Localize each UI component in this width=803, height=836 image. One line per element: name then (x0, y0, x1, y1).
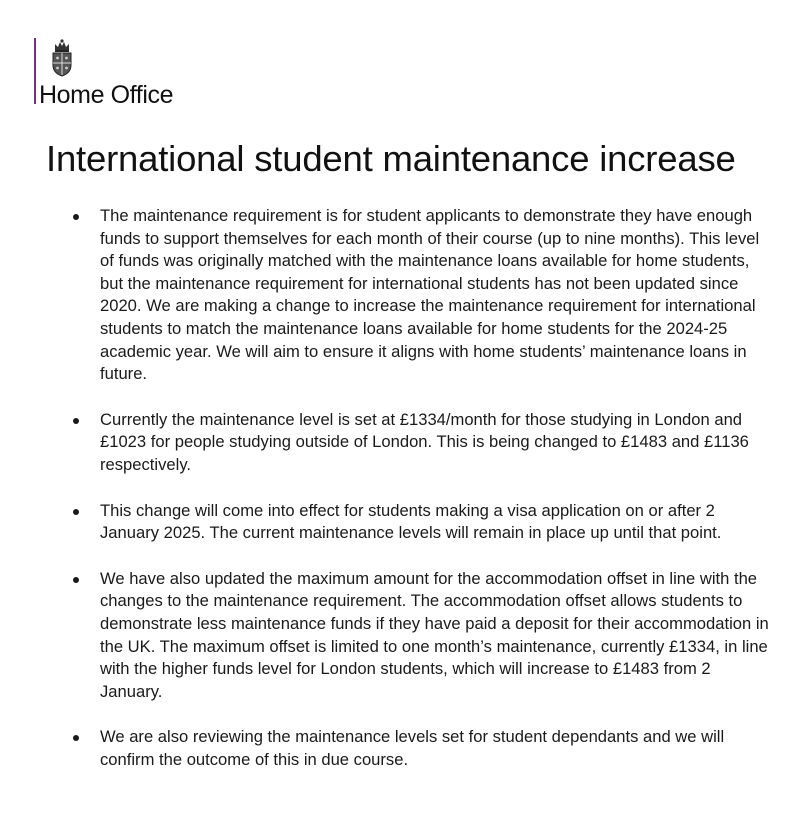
bullet-dot (73, 214, 79, 220)
bullet-text: Currently the maintenance level is set at £1334/month for those studying in London and £1023 for people studying outside of London. This is being changed to £1483 and £1136 respectively. (100, 409, 749, 474)
bullet-text: We are also reviewing the maintenance levels set for student dependants and we will confirm the outcome of this in due course. (100, 727, 725, 769)
bullet-dot (73, 735, 79, 741)
bullet-item (0, 205, 770, 386)
bullet-item (0, 409, 770, 477)
bullet-list (0, 205, 803, 794)
organisation-name: Home Office (39, 81, 174, 109)
bullet-text: The maintenance requirement is for student applicants to demonstrate they have enough funds to support themselves for each month of their course (up to nine months). This level of funds was originally matched with the maintenance loans available for home students, but the maintenance requirement for international students has not been updated since 2020. We are making a change to increase the maintenance requirement for international students to match the maintenance loans available for home students for the 2024-25 academic year. We will aim to ensure it aligns with home students’ maintenance loans in future. (100, 206, 760, 384)
royal-crest-icon (49, 38, 75, 78)
bullet-text: This change will come into effect for students making a visa application on or after 2 January 2025. The current maintenance levels will remain in place up until that point. (100, 500, 722, 543)
brand-rule (34, 38, 36, 104)
home-office-logo (34, 36, 234, 109)
bullet-item (0, 500, 770, 545)
bullet-item (0, 726, 770, 771)
bullet-item (0, 568, 770, 704)
bullet-text: We have also updated the maximum amount for the accommodation offset in line with the changes to the maintenance requirement. The accommodation offset allows students to demonstrate less maintenance funds if they have paid a deposit for their accommodation in the UK. The maximum offset is limited to one month’s maintenance, currently £1334, in line with the higher funds level for London students, which will increase to £1483 from 2 January. (100, 568, 769, 701)
bullet-dot (73, 577, 79, 583)
bullet-dot (73, 509, 79, 515)
page-title: International student maintenance increase (46, 138, 736, 179)
bullet-dot (73, 418, 79, 424)
